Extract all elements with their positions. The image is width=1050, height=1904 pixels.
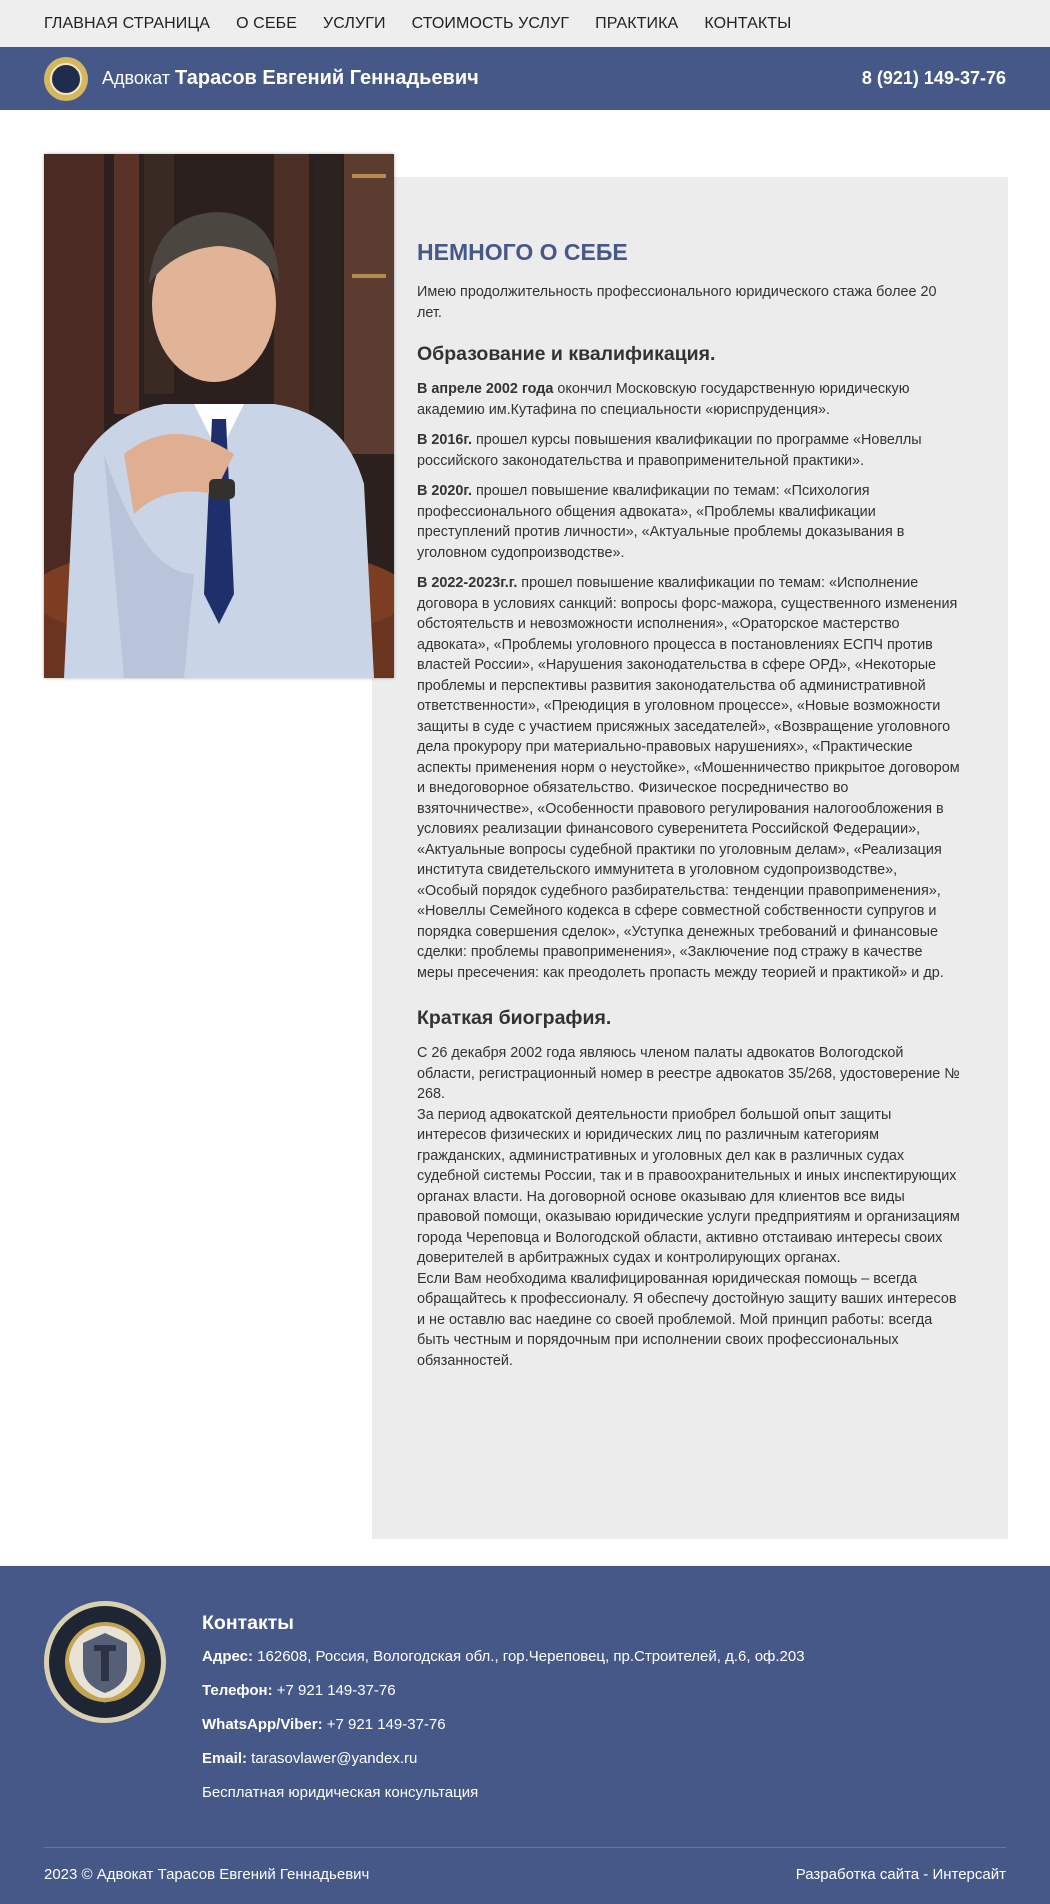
nav-home[interactable]: ГЛАВНАЯ СТРАНИЦА — [44, 14, 211, 32]
education-heading: Образование и квалификация. — [417, 343, 716, 365]
nav-about[interactable]: О СЕБЕ — [236, 14, 297, 32]
bar-association-seal-icon — [44, 1601, 166, 1723]
contacts-heading: Контакты — [202, 1612, 294, 1634]
phone-line[interactable]: Телефон: +7 921 149-37-76 — [202, 1682, 396, 1699]
email-line[interactable]: Email: tarasovlawer@yandex.ru — [202, 1750, 418, 1767]
site-title-prefix: Адвокат — [102, 68, 171, 88]
education-item: В 2016г. прошел курсы повышения квалификации по программе «Новеллы российского законодательства и правоприменительной практики». — [417, 432, 922, 469]
nav-prices[interactable]: СТОИМОСТЬ УСЛУГ — [411, 14, 570, 32]
free-consultation-link[interactable]: Бесплатная юридическая консультация — [202, 1784, 479, 1801]
copyright: 2023 © Адвокат Тарасов Евгений Геннадьевич — [44, 1866, 370, 1883]
whatsapp-line[interactable]: WhatsApp/Viber: +7 921 149-37-76 — [202, 1716, 446, 1733]
education-item: В 2022-2023г.г. прошел повышение квалификации по темам: «Исполнение договора в условиях санкций: вопросы форс-мажора, существенного изменения обстоятельств и невозможности исполнения», «Ораторское мастерство адвоката», «Проблемы уголовного процесса в постановлениях ЕСПЧ против властей России», «Нарушения законодательства в сфере ОРД», «Некоторые проблемы и перспективы развития законодательства об административной ответственности», «Преюдиция в уголовном процессе», «Новые возможности защиты в суде с участием присяжных заседателей», «Возвращение уголовного дела прокурору при материально-правовых нарушениях», «Практические аспекты применения норм о неустойке», «Мошенничество прикрытое договором и внедоговорное обязательство. Физическое посредничество во взяточничестве», «Особенности правового регулирования налогообложения в условиях реализации финансового суверенитета Российской Федерации», «Актуальные вопросы судебной практики по уголовным делам», «Реализация института свидетельского иммунитета в уголовном судопроизводстве», «Особый порядок судебного разбирательства: тенденции правоприменения», «Новеллы Семейного кодекса в сфере совместной собственности супругов и порядка совершения сделок», «Уступка денежных требований и финансовые сделки: проблемы правоприменения», «Заключение под стражу в качестве меры пресечения: как преодолеть пропасть между теорией и практикой» и др. — [417, 575, 960, 981]
site-title-name: Тарасов Евгений Геннадьевич — [175, 67, 479, 89]
biography-text: С 26 декабря 2002 года являюсь членом палаты адвокатов Вологодской области, регистрационный номер в реестре адвокатов 35/268, удостоверение № 268. За период адвокатской деятельности приобрел большой опыт защиты интересов физических и юридических лиц по различным категориям гражданских, административных и уголовных дел как в различных судах судебной системы России, так и в правоохранительных и иных инспектирующих органах власти. На договорной основе оказываю для клиентов все виды правовой помощи, оказываю юридические услуги предприятиям и организациям города Череповца и Вологодской области, активно отстаиваю интересы своих доверителей в арбитражных судах и контролирующих органах. Если Вам необходима квалифицированная юридическая помощь – всегда обращайтесь к профессионалу. Я обеспечу достойную защиту ваших интересов и не оставлю вас наедине со своей проблемой. Мой принцип работы: всегда быть честным и порядочным при исполнении своих профессиональных обязанностей. — [417, 1045, 960, 1369]
nav-services[interactable]: УСЛУГИ — [322, 14, 386, 32]
address-line: Адрес: 162608, Россия, Вологодская обл., гор.Череповец, пр.Строителей, д.6, оф.203 — [202, 1648, 805, 1665]
education-item: В апреле 2002 года окончил Московскую государственную юридическую академию им.Кутафина по специальности «юриспруденция». — [417, 381, 910, 418]
education-item: В 2020г. прошел повышение квалификации по темам: «Психология профессионального общения адвоката», «Проблемы квалификации преступлений против личности», «Актуальные проблемы доказывания в уголовном судопроизводстве». — [417, 483, 905, 561]
header-phone[interactable]: 8 (921) 149-37-76 — [861, 68, 1006, 88]
footer-divider — [44, 1847, 1006, 1848]
site-title — [102, 67, 479, 90]
top-nav — [0, 0, 1050, 47]
brand[interactable] — [44, 57, 479, 101]
about-box — [372, 177, 1008, 1539]
nav-practice[interactable]: ПРАКТИКА — [595, 14, 679, 32]
site-footer — [0, 1566, 1050, 1904]
page-title: НЕМНОГО О СЕБЕ — [417, 239, 628, 265]
logo-icon — [44, 57, 88, 101]
site-header — [0, 47, 1050, 110]
main-content — [0, 110, 1050, 1566]
lawyer-portrait — [44, 154, 394, 678]
nav-contacts[interactable]: КОНТАКТЫ — [704, 14, 792, 32]
contacts-block — [202, 1612, 805, 1817]
developer-link[interactable]: Разработка сайта - Интерсайт — [795, 1866, 1006, 1883]
biography-heading: Краткая биография. — [417, 1007, 612, 1029]
intro-text: Имею продолжительность профессионального юридического стажа более 20 лет. — [417, 284, 937, 321]
